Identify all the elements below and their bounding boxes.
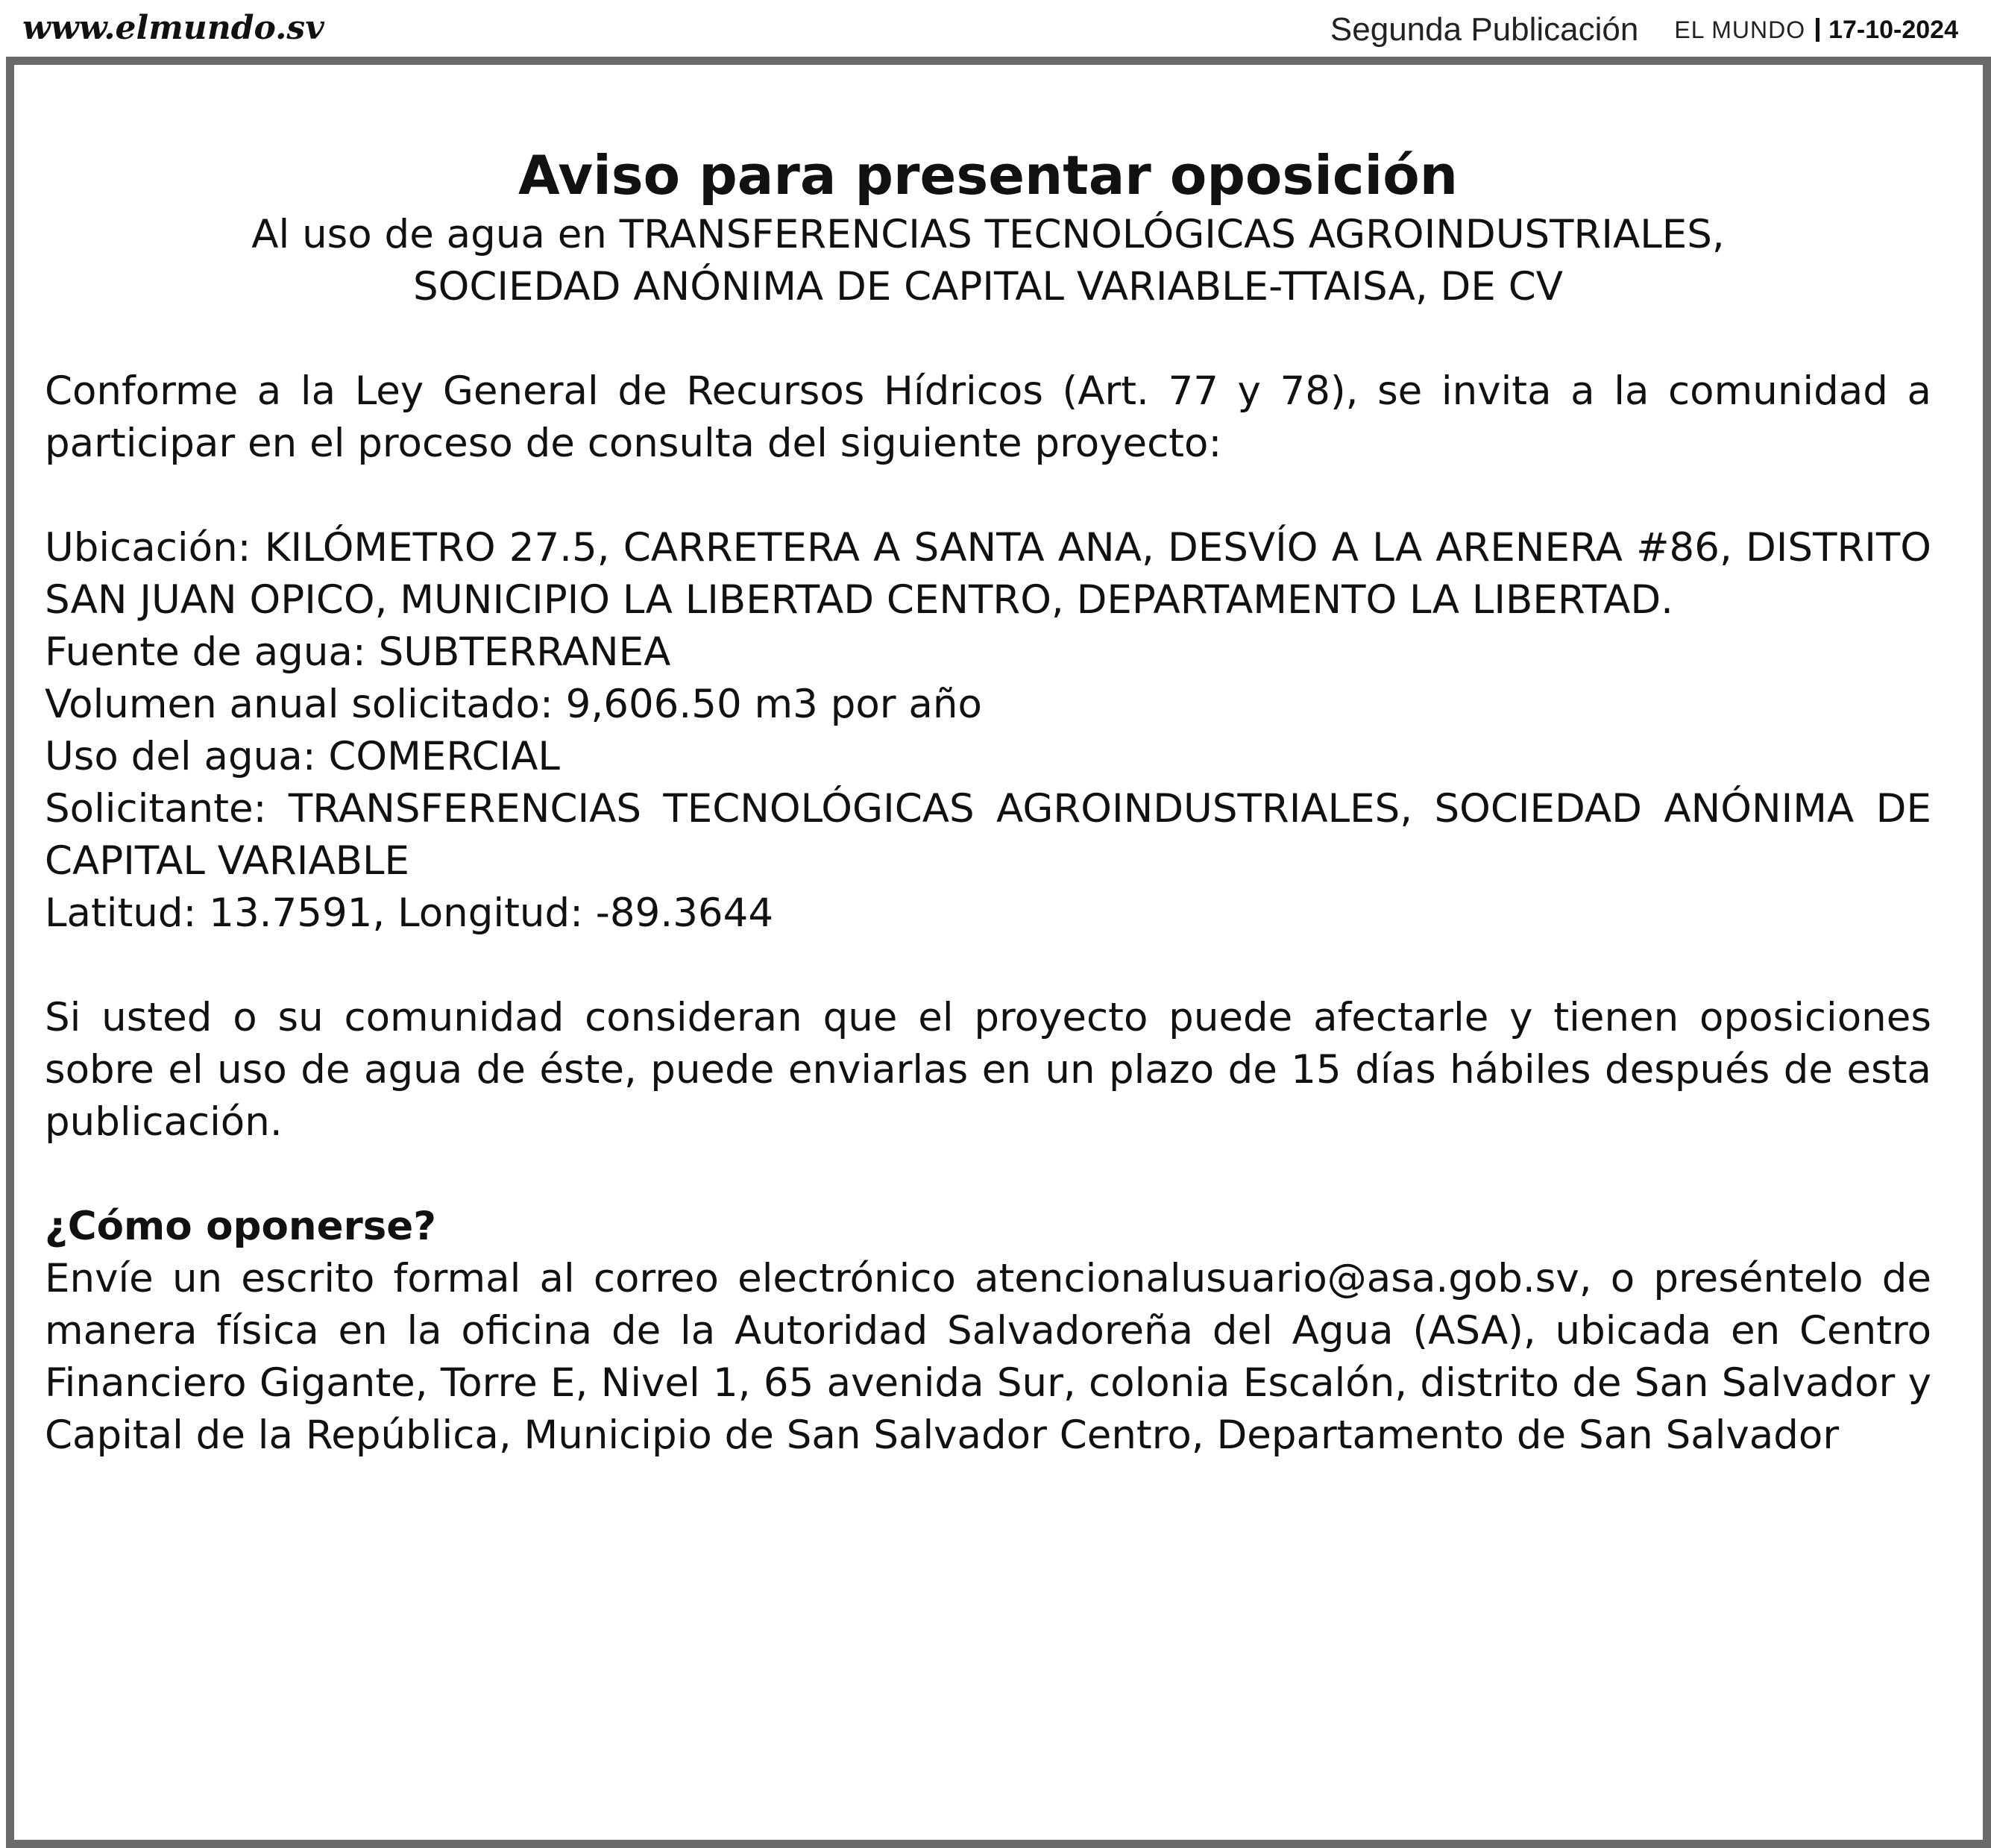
publication-date: 17-10-2024	[1828, 15, 1958, 44]
spacer	[45, 1148, 1931, 1201]
deadline-paragraph: Si usted o su comunidad consideran que el proyecto puede afectarle y tienen oposiciones sobre el uso de agua de éste, puede enviarlas en un plazo de 15 días hábiles después de esta publicación.	[45, 995, 1931, 1145]
notice-title: Aviso para presentar oposición	[518, 144, 1458, 207]
edition-label: Segunda Publicación	[1330, 11, 1639, 48]
location-line: Ubicación: KILÓMETRO 27.5, CARRETERA A SANTA ANA, DESVÍO A LA ARENERA #86, DISTRITO SAN JUAN OPICO, MUNICIPIO LA LIBERTAD CENTRO, DEPARTAMENTO LA LIBERTAD.	[45, 525, 1931, 623]
spacer	[45, 470, 1931, 522]
coordinates-line: Latitud: 13.7591, Longitud: -89.3644	[45, 890, 774, 936]
newspaper-name: EL MUNDO	[1674, 16, 1806, 43]
publication-info	[1330, 6, 1958, 54]
spacer	[45, 313, 1931, 365]
notice-subtitle-line1: Al uso de agua en TRANSFERENCIAS TECNOLÓGICAS AGROINDUSTRIALES,	[251, 212, 1725, 257]
howto-heading: ¿Cómo oponerse?	[45, 1204, 436, 1249]
spacer	[45, 940, 1931, 992]
masthead	[0, 0, 1991, 57]
annual-volume-line: Volumen anual solicitado: 9,606.50 m3 por año	[45, 682, 982, 727]
water-source-line: Fuente de agua: SUBTERRANEA	[45, 629, 671, 675]
notice-subtitle-line2: SOCIEDAD ANÓNIMA DE CAPITAL VARIABLE-TTAISA, DE CV	[413, 264, 1563, 309]
header-separator	[1816, 18, 1819, 42]
intro-paragraph: Conforme a la Ley General de Recursos Hídricos (Art. 77 y 78), se invita a la comunidad a participar en el proceso de consulta del siguiente proyecto:	[45, 368, 1931, 466]
site-url: www.elmundo.sv	[22, 9, 324, 47]
notice-content	[45, 142, 1931, 1462]
howto-paragraph: Envíe un escrito formal al correo electrónico atencionalusuario@asa.gob.sv, o preséntelo de manera física en la oficina de la Autoridad Salvadoreña del Agua (ASA), ubicada en Centro Financiero Gigante, Torre E, Nivel 1, 65 avenida Sur, colonia Escalón, distrito de San Salvador y Capital de la República, Municipio de San Salvador Centro, Departamento de San Salvador	[45, 1256, 1931, 1458]
applicant-line: Solicitante: TRANSFERENCIAS TECNOLÓGICAS AGROINDUSTRIALES, SOCIEDAD ANÓNIMA DE CAPITAL VARIABLE	[45, 786, 1931, 884]
water-use-line: Uso del agua: COMERCIAL	[45, 734, 560, 779]
